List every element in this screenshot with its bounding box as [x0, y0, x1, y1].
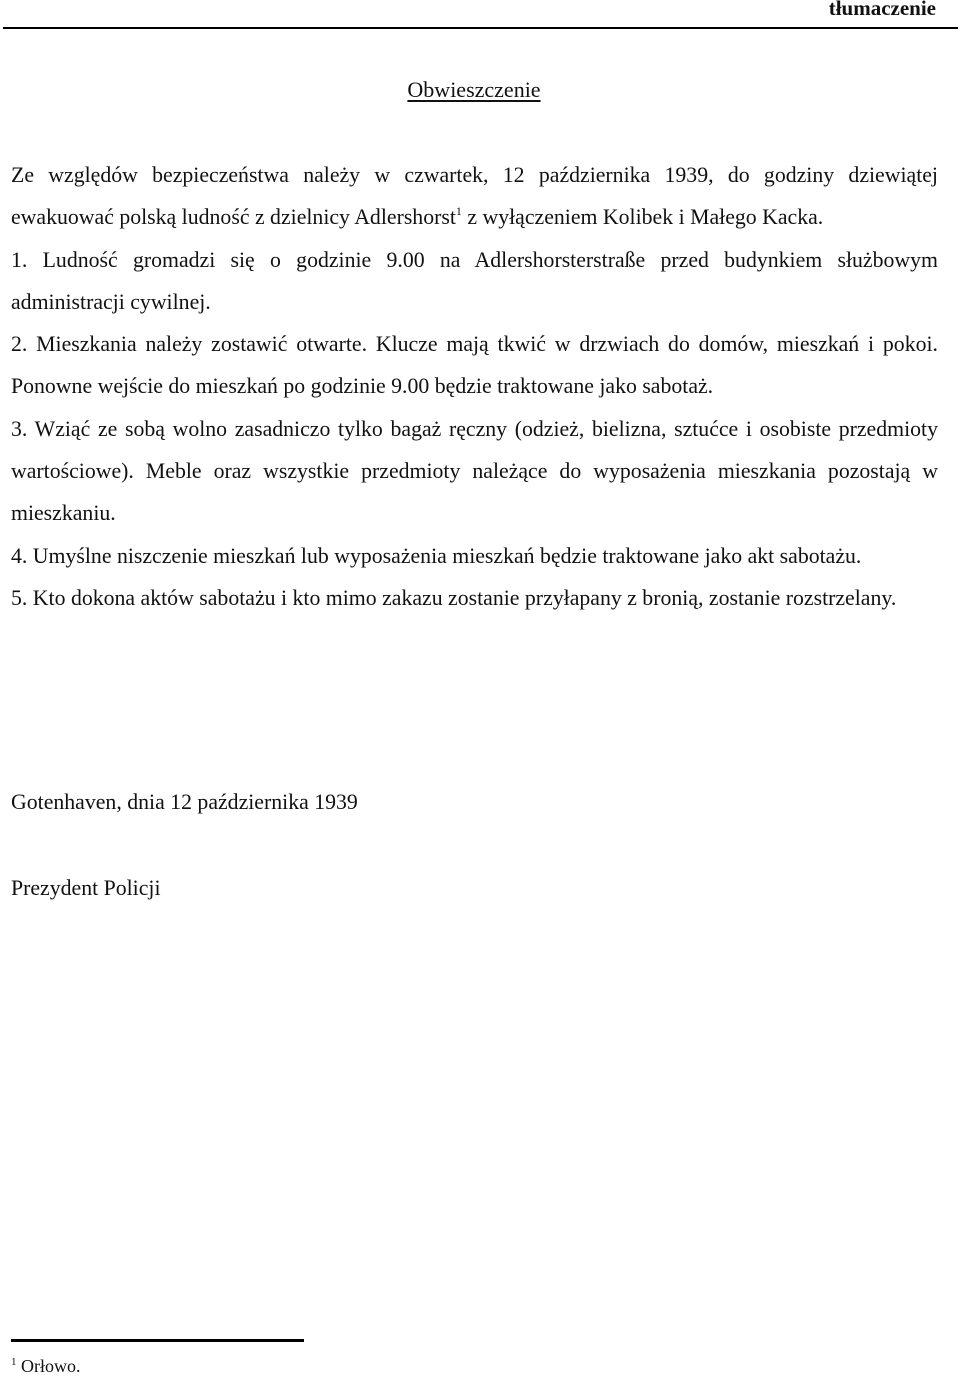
- footnote-reference: 1: [455, 204, 462, 219]
- list-item-2: 2. Mieszkania należy zostawić otwarte. Klucze mają tkwić w drzwiach do domów, mieszkań i pokoi. Ponowne wejście do mieszkań po godzinie 9.00 będzie traktowane jako sabotaż.: [11, 332, 938, 399]
- translation-label: tłumaczenie: [828, 0, 936, 20]
- document-body: [11, 154, 938, 619]
- intro-text: Ze względów bezpieczeństwa należy w czwartek, 12 października 1939, do godziny dziewiątej ewakuować polską ludność z dzielnicy Adlershorst: [11, 163, 938, 230]
- list-item-4: 4. Umyślne niszczenie mieszkań lub wyposażenia mieszkań będzie traktowane jako akt sabotażu.: [11, 543, 862, 568]
- footnote-divider: [11, 1339, 304, 1342]
- list-item-1: 1. Ludność gromadzi się o godzinie 9.00 na Adlershorsterstraße przed budynkiem służbowym administracji cywilnej.: [11, 247, 938, 314]
- footnote: [11, 1356, 81, 1377]
- footnote-marker: 1: [11, 1356, 17, 1368]
- header-divider: [3, 27, 958, 29]
- document-title: Obwieszczenie: [407, 77, 541, 102]
- list-item-5: 5. Kto dokona aktów sabotażu i kto mimo zakazu zostanie przyłapany z bronią, zostanie rozstrzelany.: [11, 585, 897, 610]
- footnote-text: Orłowo.: [16, 1356, 81, 1376]
- signature-line: Prezydent Policji: [11, 876, 161, 900]
- place-and-date: Gotenhaven, dnia 12 października 1939: [11, 790, 358, 814]
- intro-paragraph: [11, 154, 938, 239]
- list-item-3: 3. Wziąć ze sobą wolno zasadniczo tylko bagaż ręczny (odzież, bielizna, sztućce i osobiste przedmioty wartościowe). Meble oraz wszystkie przedmioty należące do wyposażenia mieszkania pozostają w mieszkaniu.: [11, 416, 938, 526]
- intro-text-continued: z wyłączeniem Kolibek i Małego Kacka.: [461, 205, 824, 230]
